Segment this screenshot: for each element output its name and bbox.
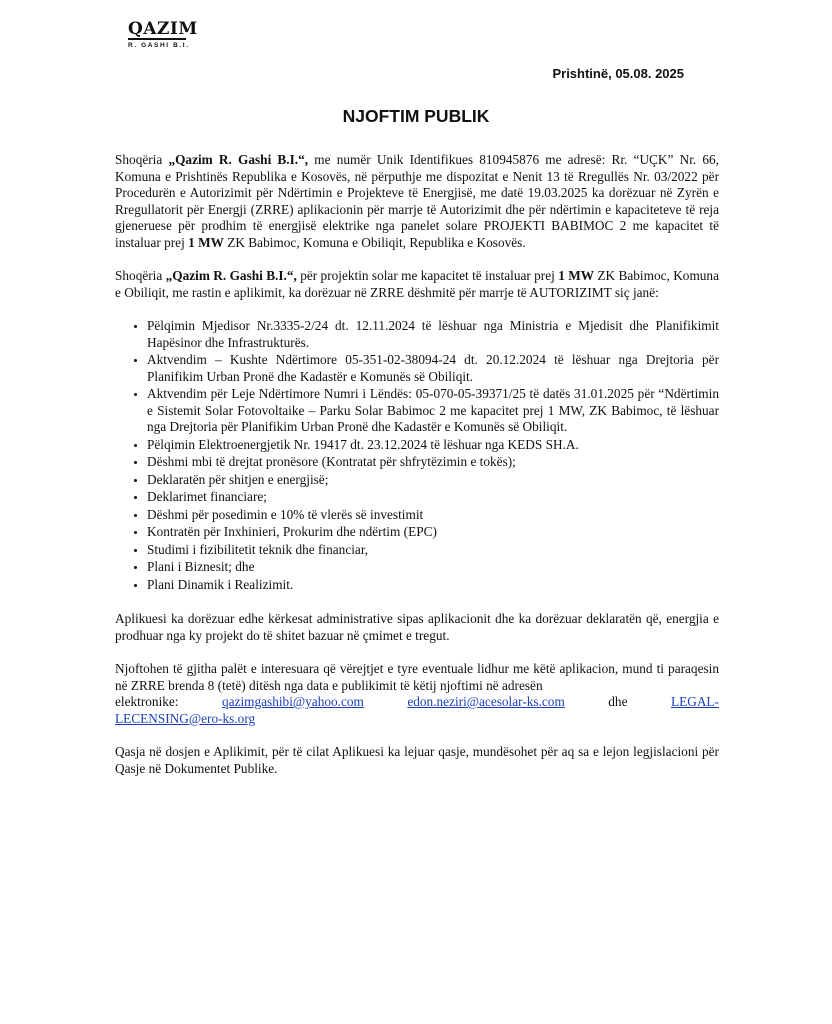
email-link-applicant[interactable]: qazimgashibi@yahoo.com xyxy=(222,694,364,709)
company-name: „Qazim R. Gashi B.I.“, xyxy=(165,268,297,283)
capacity-value: 1 MW xyxy=(558,268,595,283)
documents-list xyxy=(115,318,719,593)
email-link-ero-part1[interactable]: LEGAL- xyxy=(670,694,719,709)
document-body xyxy=(115,152,719,794)
list-item: • Studimi i fizibilitetit teknik dhe financiar, xyxy=(147,542,719,559)
text-run: me numër Unik Identifikues 810945876 me adresë: Rr. “UÇK” Nr. 66, Komuna e Prishtinës Republika e Kosovës, në përputhje me dispozitat e Nenit 13 të Rregullës Nr. 03/2022 për Procedurën e Autorizimit për Ndërtimin e Projekteve të Energjisë, me datë 19.03.2025 ka dorëzuar në Zyrën e Rregullatorit për Energji (ZRRE) aplikacionin për marrje të Autorizimit dhe për ndërtimin e kapaciteteve të reja gjeneruese për prodhim të energjisë elektrike nga panelet solare PROJEKTI BABIMOC 2 me kapacitet të instaluar prej xyxy=(115,152,720,250)
list-item: • Kontratën për Inxhinieri, Prokurim dhe ndërtim (EPC) xyxy=(147,524,719,541)
list-item: • Plani i Biznesit; dhe xyxy=(147,559,719,576)
document-title: NJOFTIM PUBLIK xyxy=(342,106,490,126)
company-logo xyxy=(128,19,198,50)
evidence-paragraph xyxy=(115,268,719,301)
list-item: • Deklaratën për shitjen e energjisë; xyxy=(147,472,719,489)
text-run: ZK Babimoc, Komuna e Obiliqit, me rastin e aplikimit, ka dorëzuar në ZRRE dëshmitë për marrje të AUTORIZIMT siç janë: xyxy=(115,268,719,300)
list-item: • Dëshmi mbi të drejtat pronësore (Kontratat për shfrytëzimin e tokës); xyxy=(147,454,719,471)
list-item: • Pëlqimin Mjedisor Nr.3335-2/24 dt. 12.11.2024 të lëshuar nga Ministria e Mjedisit dhe Planifikimit Hapësinor dhe Infrastrukturës. xyxy=(147,318,719,351)
list-item: • Pëlqimin Elektroenergjetik Nr. 19417 dt. 23.12.2024 të lëshuar nga KEDS SH.A. xyxy=(147,437,719,454)
access-paragraph: Qasja në dosjen e Aplikimit, për të cilat Aplikuesi ka lejuar qasje, mundësohet për aq sa e lejon legjislacioni për Qasje në Dokumentet Publike. xyxy=(115,744,719,776)
email-label: elektronike: xyxy=(115,694,179,709)
notification-paragraph xyxy=(115,661,719,727)
text-run: Shoqëria xyxy=(115,152,169,167)
email-link-ero-part2[interactable]: LECENSING@ero-ks.org xyxy=(115,710,256,726)
list-item: • Aktvendim – Kushte Ndërtimore 05-351-02-38094-24 dt. 20.12.2024 të lëshuar nga Drejtoria për Planifikim Urban Pronë dhe Kadastër e Komunës së Obiliqit. xyxy=(147,352,719,385)
capacity-value: 1 MW xyxy=(188,234,224,250)
list-item: • Aktvendim për Leje Ndërtimore Numri i Lëndës: 05-070-05-39371/25 të datës 31.01.2025 për “Ndërtimin e Sistemit Solar Fotovoltaike – Parku Solar Babimoc 2 me kapacitet prej 1 MW, ZK Babimoc, të lëshuar nga Drejtoria për Planifikim Urban Pronë dhe Kadastër e Komunës së Obiliqit. xyxy=(147,386,719,436)
text-run: Njoftohen të gjitha palët e interesuara që vërejtjet e tyre eventuale lidhur me këtë aplikacion, mund ti paraqesin në ZRRE brenda 8 (tetë) ditësh nga data e publikimit të këtij njoftimi në adresën xyxy=(115,661,719,693)
conjunction: dhe xyxy=(608,694,628,709)
email-link-acesolar[interactable]: edon.neziri@acesolar-ks.com xyxy=(407,694,565,709)
list-item: • Dëshmi për posedimin e 10% të vlerës së investimit xyxy=(147,507,719,524)
text-run: për projektin solar me kapacitet të instaluar prej xyxy=(296,268,559,283)
logo-main-text: QAZIM xyxy=(128,19,198,39)
text-run: Shoqëria xyxy=(115,268,166,283)
list-item: • Plani Dinamik i Realizimit. xyxy=(147,577,719,594)
list-item: • Deklarimet financiare; xyxy=(147,489,719,506)
administrative-paragraph: Aplikuesi ka dorëzuar edhe kërkesat administrative sipas aplikacionit dhe ka dorëzuar deklaratën që, energjia e prodhuar nga ky projekt do të shitet bazuar në çmimet e tregut. xyxy=(115,611,719,643)
intro-paragraph xyxy=(115,152,719,251)
company-name: „Qazim R. Gashi B.I.“, xyxy=(168,152,309,167)
logo-sub-text: R. GASHI B.I. xyxy=(128,42,190,49)
place-date: Prishtinë, 05.08. 2025 xyxy=(552,66,684,81)
text-run: ZK Babimoc, Komuna e Obiliqit, Republika e Kosovës. xyxy=(223,234,526,250)
email-line xyxy=(115,694,719,711)
